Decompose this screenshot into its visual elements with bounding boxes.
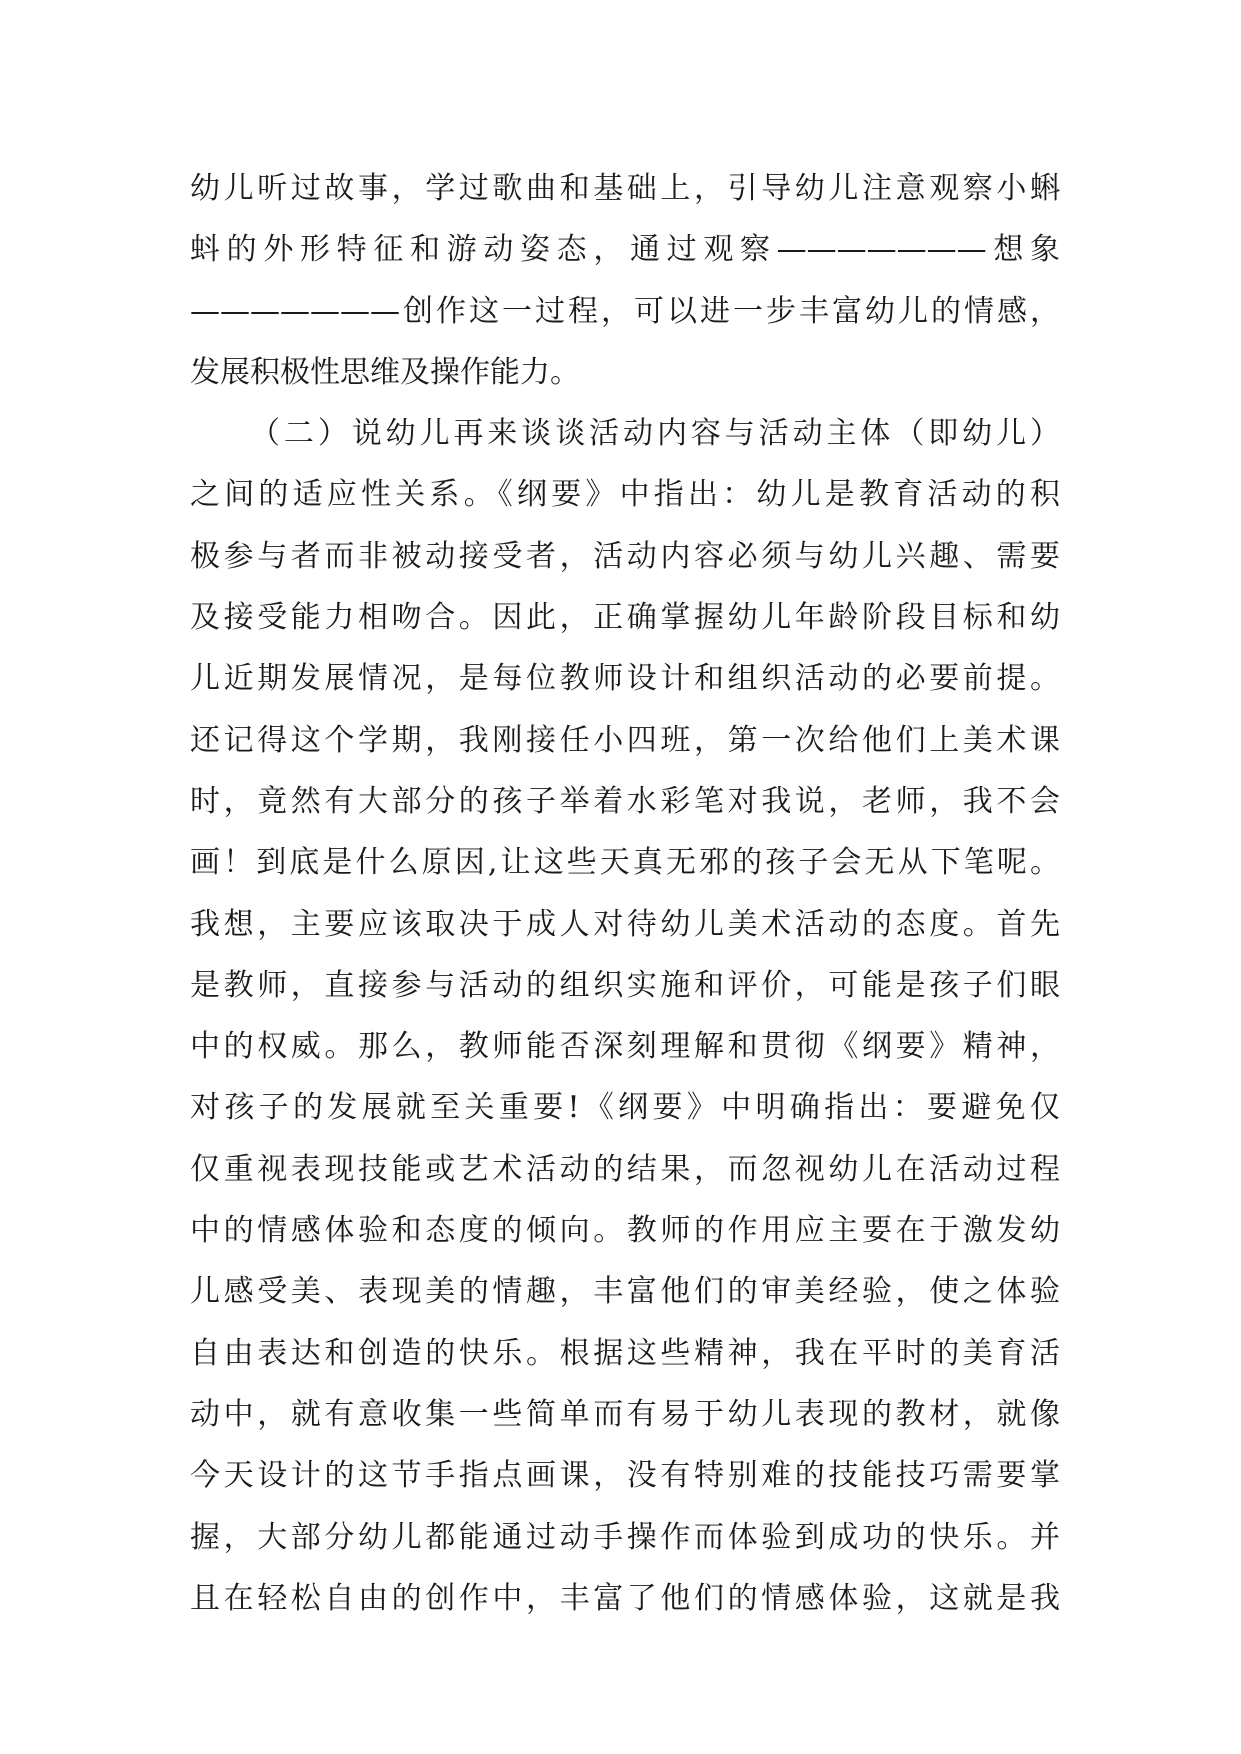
text-line: 幼儿听过故事，学过歌曲和基础上，引导幼儿注意观察小蝌 [190,171,1060,206]
text-line: 还记得这个学期，我刚接任小四班，第一次给他们上美术课 [190,722,1060,758]
text-line: 发展积极性思维及操作能力。 [190,354,580,390]
text-line: 自由表达和创造的快乐。根据这些精神，我在平时的美育活 [190,1335,1060,1371]
text-line: 儿近期发展情况，是每位教师设计和组织活动的必要前提。 [190,661,1060,697]
text-line: 中的情感体验和态度的倾向。教师的作用应主要在于激发幼 [190,1213,1060,1249]
text-line: 握，大部分幼儿都能通过动手操作而体验到成功的快乐。并 [190,1519,1060,1555]
text-line: 极参与者而非被动接受者，活动内容必须与幼儿兴趣、需要 [190,538,1060,574]
body-text [190,158,1060,1629]
text-line: 仅重视表现技能或艺术活动的结果，而忽视幼儿在活动过程 [190,1151,1060,1187]
text-line: 且在轻松自由的创作中，丰富了他们的情感体验，这就是我 [190,1580,1060,1616]
text-line: 之间的适应性关系。《纲要》中指出：幼儿是教育活动的积 [190,477,1060,513]
text-line: 时，竟然有大部分的孩子举着水彩笔对我说，老师，我不会 [190,783,1060,819]
text-line: 动中，就有意收集一些简单而有易于幼儿表现的教材，就像 [190,1396,1060,1432]
text-line: 我想，主要应该取决于成人对待幼儿美术活动的态度。首先 [190,906,1060,942]
text-line: 及接受能力相吻合。因此，正确掌握幼儿年龄阶段目标和幼 [190,600,1060,636]
text-line: 蚪的外形特征和游动姿态，通过观察———————想象 [190,232,1060,268]
text-line: 对孩子的发展就至关重要!《纲要》中明确指出：要避免仅 [190,1090,1060,1126]
text-line: 今天设计的这节手指点画课，没有特别难的技能技巧需要掌 [190,1458,1060,1494]
paragraph-section-two [190,403,1060,1629]
text-line: 儿感受美、表现美的情趣，丰富他们的审美经验，使之体验 [190,1274,1060,1310]
text-line: ———————创作这一过程，可以进一步丰富幼儿的情感， [190,293,1060,329]
text-line: 画！到底是什么原因,让这些天真无邪的孩子会无从下笔呢。 [190,845,1060,881]
text-line: 是教师，直接参与活动的组织实施和评价，可能是孩子们眼 [190,967,1060,1003]
section-heading-line: （二）说幼儿再来谈谈活动内容与活动主体（即幼儿） [250,416,1060,452]
paragraph-continuation [190,158,1060,403]
text-line: 中的权威。那么，教师能否深刻理解和贯彻《纲要》精神， [190,1029,1060,1065]
